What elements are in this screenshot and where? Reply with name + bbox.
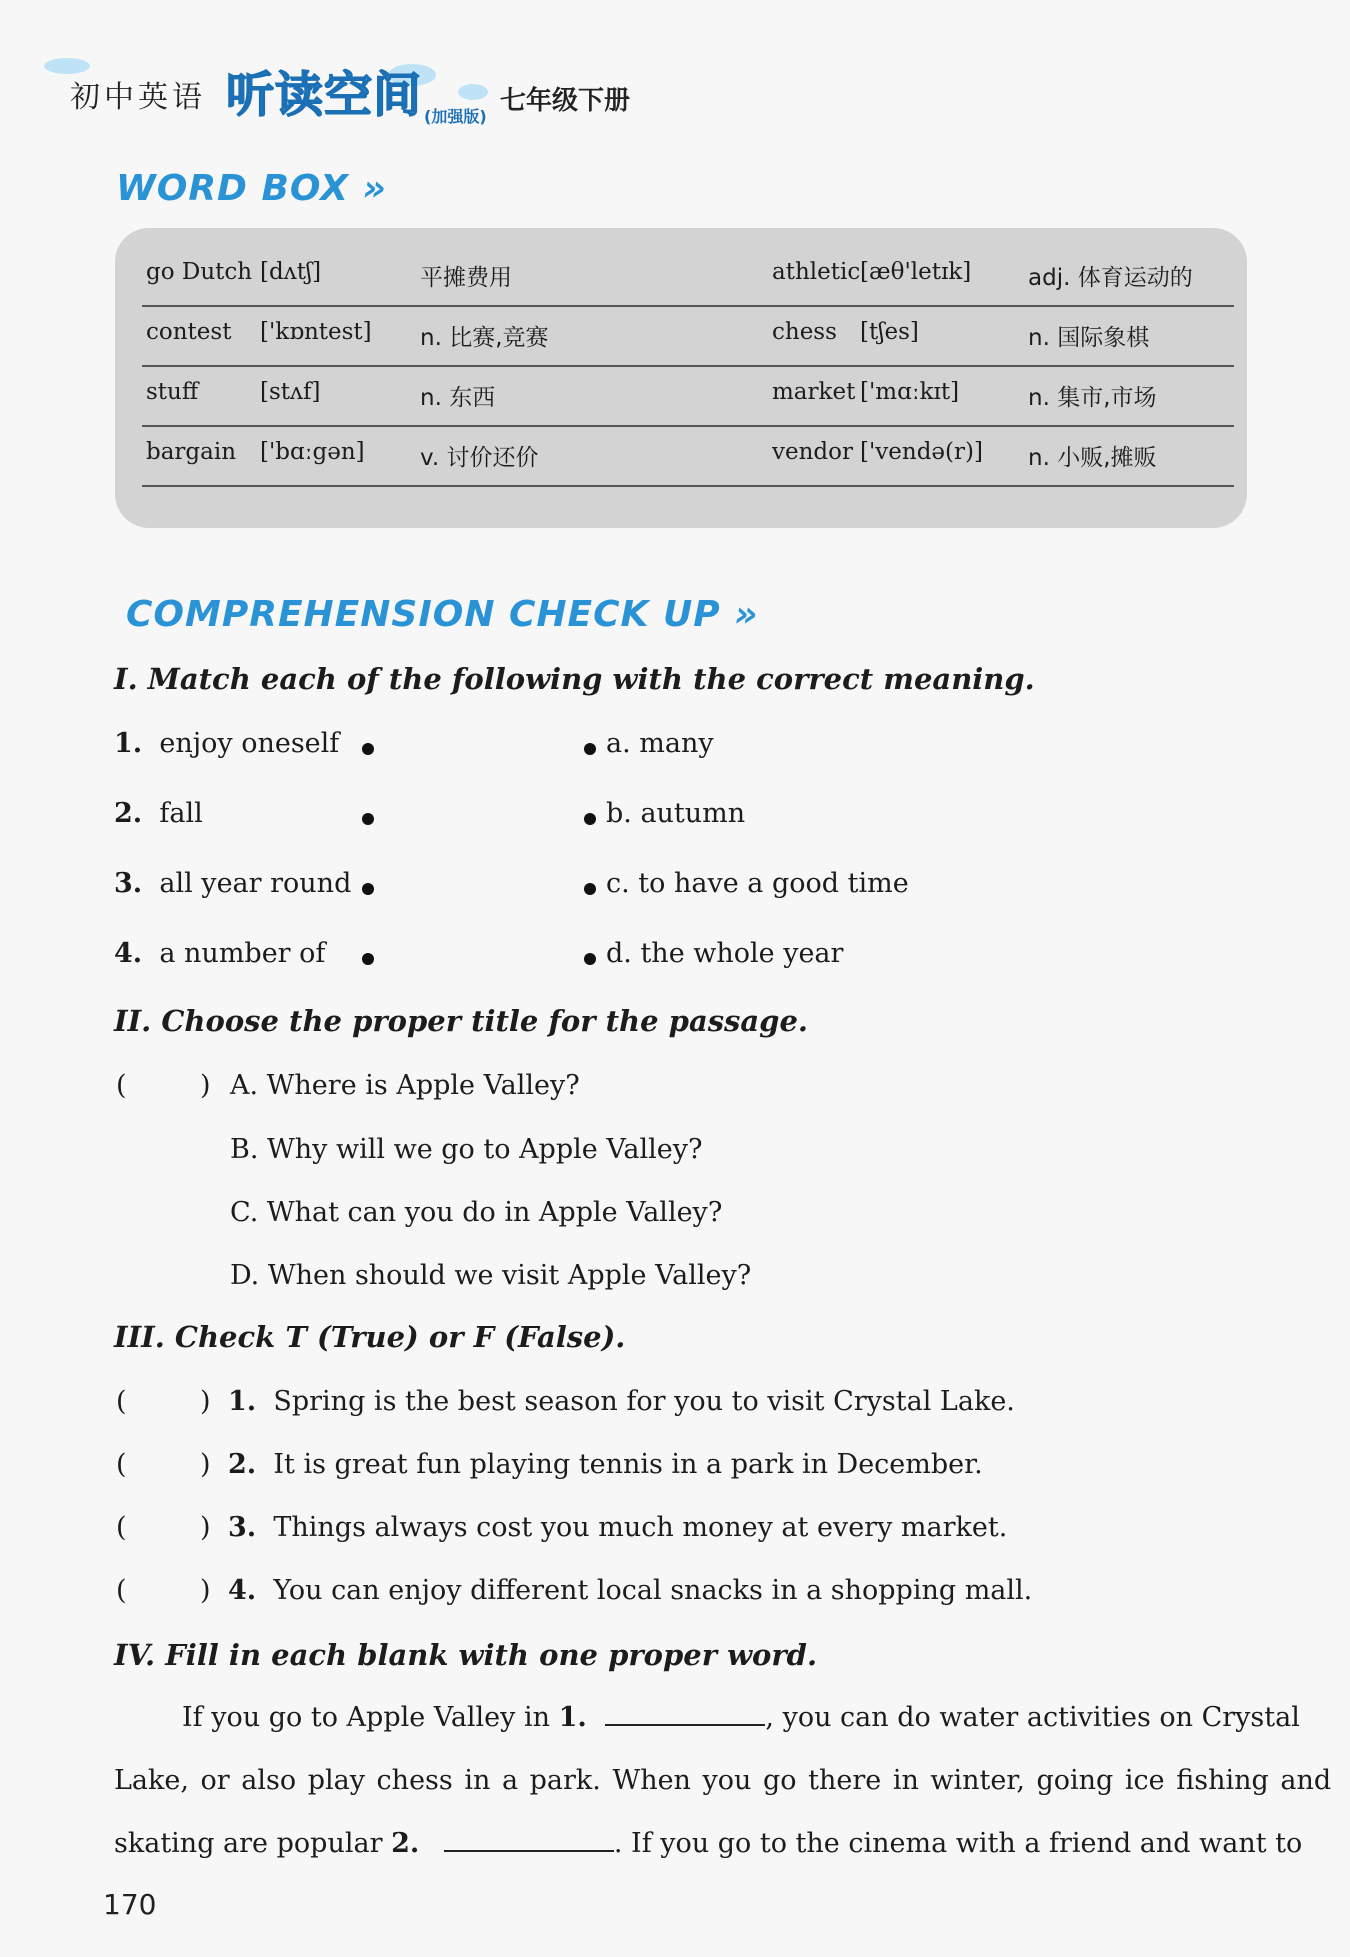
- meaning: adj. 体育运动的: [1028, 265, 1193, 291]
- answer-paren-open: (: [116, 1449, 127, 1480]
- word: contest: [146, 319, 232, 345]
- item-text: Spring is the best season for you to visit Crystal Lake.: [273, 1386, 1015, 1417]
- item-number: 1.: [114, 728, 143, 759]
- answer-blank[interactable]: [140, 1510, 196, 1546]
- match-item: [114, 938, 325, 969]
- match-dot[interactable]: [362, 743, 374, 755]
- item-text: It is great fun playing tennis in a park in December.: [273, 1449, 983, 1480]
- match-dot[interactable]: [584, 883, 596, 895]
- word: vendor: [772, 439, 853, 465]
- word-box-row: [142, 245, 1234, 307]
- item-text: enjoy oneself: [159, 728, 340, 759]
- meaning-option: a. many: [606, 728, 714, 759]
- item-number: 4.: [228, 1575, 257, 1606]
- title-option: C. What can you do in Apple Valley?: [230, 1197, 723, 1228]
- part-2-heading: II. Choose the proper title for the passage.: [114, 1004, 809, 1038]
- answer-paren-close: ): [200, 1449, 211, 1480]
- word-box-row: [142, 425, 1234, 487]
- passage-line: [182, 1702, 1300, 1733]
- answer-paren-close: ): [200, 1070, 211, 1101]
- item-number: 3.: [114, 868, 143, 899]
- match-dot[interactable]: [584, 813, 596, 825]
- meaning-option: d. the whole year: [606, 938, 844, 969]
- meaning: n. 国际象棋: [1028, 325, 1150, 351]
- meaning: n. 比赛,竞赛: [420, 325, 549, 351]
- item-number: 2.: [114, 798, 143, 829]
- page-number: 170: [103, 1888, 157, 1921]
- answer-paren-close: ): [200, 1575, 211, 1606]
- item-text: all year round: [159, 868, 352, 899]
- phonetic: [æθ'letɪk]: [860, 259, 972, 285]
- phonetic: [stʌf]: [260, 379, 321, 405]
- phonetic: [dʌtʃ]: [260, 259, 322, 285]
- meaning: n. 小贩,摊贩: [1028, 445, 1157, 471]
- title-option: A. Where is Apple Valley?: [230, 1070, 580, 1101]
- answer-paren-open: (: [116, 1386, 127, 1417]
- title-option: B. Why will we go to Apple Valley?: [230, 1134, 703, 1165]
- fill-blank-2[interactable]: [444, 1828, 614, 1852]
- match-item: [114, 728, 339, 759]
- word: stuff: [146, 379, 199, 405]
- match-item: [114, 868, 351, 899]
- passage-text: skating are popular: [114, 1828, 383, 1859]
- item-text: Things always cost you much money at every market.: [273, 1512, 1008, 1543]
- tf-statement: [228, 1386, 1015, 1417]
- tf-statement: [228, 1449, 983, 1480]
- word: bargain: [146, 439, 237, 465]
- meaning: n. 东西: [420, 385, 496, 411]
- item-number: 2.: [228, 1449, 257, 1480]
- answer-blank[interactable]: [140, 1573, 196, 1609]
- answer-blank[interactable]: [140, 1447, 196, 1483]
- word: market: [772, 379, 856, 405]
- match-dot[interactable]: [584, 743, 596, 755]
- meaning: n. 集市,市场: [1028, 385, 1157, 411]
- cloud-decoration: [458, 84, 488, 100]
- item-number: 4.: [114, 938, 143, 969]
- edition-label: (加强版): [424, 107, 487, 126]
- passage-text: , you can do water activities on Crystal: [765, 1702, 1300, 1733]
- fill-blank-1[interactable]: [605, 1702, 765, 1726]
- phonetic: ['kɒntest]: [260, 319, 372, 345]
- passage-line: Lake, or also play chess in a park. When you go there in winter, going ice fishing and: [114, 1765, 1332, 1796]
- item-number: 3.: [228, 1512, 257, 1543]
- meaning: 平摊费用: [420, 265, 512, 291]
- match-dot[interactable]: [584, 953, 596, 965]
- word: chess: [772, 319, 837, 345]
- item-text: fall: [159, 798, 203, 829]
- word-box-row: [142, 305, 1234, 367]
- match-item: [114, 798, 203, 829]
- item-number: 1.: [228, 1386, 257, 1417]
- answer-paren-close: ): [200, 1386, 211, 1417]
- part-3-heading: III. Check T (True) or F (False).: [114, 1320, 626, 1354]
- answer-paren-open: (: [116, 1575, 127, 1606]
- part-1-heading: I. Match each of the following with the correct meaning.: [114, 662, 1035, 696]
- blank-number: 1.: [558, 1702, 587, 1733]
- word: athletic: [772, 259, 861, 285]
- phonetic: [tʃes]: [860, 319, 919, 345]
- series-logo: 听读空间: [226, 67, 423, 123]
- phonetic: ['vendə(r)]: [860, 439, 983, 465]
- part-4-heading: IV. Fill in each blank with one proper word.: [114, 1638, 818, 1672]
- word: go Dutch: [146, 259, 253, 285]
- tf-statement: [228, 1512, 1007, 1543]
- item-text: a number of: [159, 938, 326, 969]
- match-dot[interactable]: [362, 813, 374, 825]
- match-dot[interactable]: [362, 953, 374, 965]
- answer-blank[interactable]: [140, 1384, 196, 1420]
- phonetic: ['mɑːkɪt]: [860, 379, 960, 405]
- blank-number: 2.: [391, 1828, 420, 1859]
- grade-label: 七年级下册: [500, 86, 631, 116]
- answer-paren-close: ): [200, 1512, 211, 1543]
- series-title: 初中英语: [70, 80, 206, 115]
- tf-statement: [228, 1575, 1032, 1606]
- meaning-option: b. autumn: [606, 798, 746, 829]
- comprehension-title: COMPREHENSION CHECK UP »: [126, 594, 759, 635]
- phonetic: ['bɑːgən]: [260, 439, 365, 465]
- meaning: v. 讨价还价: [420, 445, 539, 471]
- word-box-title: WORD BOX »: [116, 168, 387, 209]
- passage-text: If you go to Apple Valley in: [182, 1702, 551, 1733]
- word-box-row: [142, 365, 1234, 427]
- item-text: You can enjoy different local snacks in a shopping mall.: [273, 1575, 1033, 1606]
- passage-text: . If you go to the cinema with a friend and want to: [613, 1828, 1303, 1859]
- passage-line: [114, 1828, 1302, 1859]
- answer-blank[interactable]: [140, 1068, 196, 1104]
- answer-paren-open: (: [116, 1512, 127, 1543]
- answer-paren-open: (: [116, 1070, 127, 1101]
- match-dot[interactable]: [362, 883, 374, 895]
- title-option: D. When should we visit Apple Valley?: [230, 1260, 752, 1291]
- meaning-option: c. to have a good time: [606, 868, 909, 899]
